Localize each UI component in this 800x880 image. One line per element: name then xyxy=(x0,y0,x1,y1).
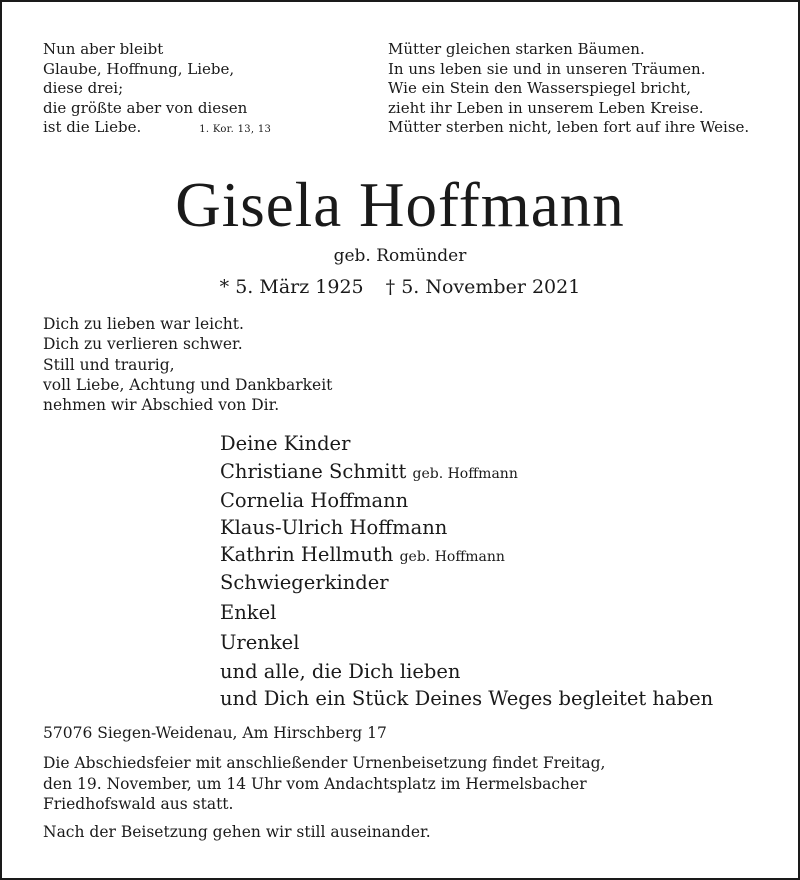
children-heading: Deine Kinder xyxy=(220,432,351,455)
life-dates xyxy=(2,274,798,300)
child-note: geb. Hoffmann xyxy=(399,549,505,565)
poem-line: Mütter gleichen starken Bäumen. xyxy=(388,40,645,58)
ceremony-info xyxy=(43,753,605,815)
ceremony-line: Friedhofswald aus statt. xyxy=(43,795,234,813)
bible-verse xyxy=(43,40,363,140)
farewell-line: voll Liebe, Achtung und Dankbarkeit xyxy=(43,375,333,394)
verse-line: Glaube, Hoffnung, Liebe, xyxy=(43,59,235,78)
all-mourners-line: und alle, die Dich lieben xyxy=(220,660,461,683)
all-mourners-line: und Dich ein Stück Deines Weges begleitet haben xyxy=(220,687,714,710)
mothers-poem xyxy=(388,40,788,138)
mourners-list xyxy=(220,430,713,712)
death-date: † 5. November 2021 xyxy=(385,276,581,298)
ceremony-line: Die Abschiedsfeier mit anschließender Urnenbeisetzung findet Freitag, xyxy=(43,754,606,772)
farewell-text xyxy=(43,314,332,415)
poem-line: Mütter sterben nicht, leben fort auf ihre Weise. xyxy=(388,118,750,136)
child-name: Christiane Schmitt xyxy=(220,460,407,483)
verse-line-last xyxy=(43,118,363,140)
verse-line: die größte aber von diesen xyxy=(43,98,248,117)
great-grandchildren: Urenkel xyxy=(220,631,300,654)
verse-line: diese drei; xyxy=(43,79,124,97)
child-entry xyxy=(220,457,713,487)
child-entry xyxy=(220,487,713,514)
child-note: geb. Hoffmann xyxy=(412,466,518,482)
child-entry xyxy=(220,514,713,541)
maiden-name: geb. Romünder xyxy=(333,246,467,266)
deceased-name: Gisela Hoffmann xyxy=(175,170,625,240)
verse-reference: 1. Kor. 13, 13 xyxy=(199,124,272,135)
verse-line-text: ist die Liebe. xyxy=(43,118,142,136)
birth-date: * 5. März 1925 xyxy=(219,276,364,298)
grandchildren: Enkel xyxy=(220,601,277,624)
poem-line: In uns leben sie und in unseren Träumen. xyxy=(388,59,706,78)
ceremony-line: den 19. November, um 14 Uhr vom Andachtsplatz im Hermelsbacher xyxy=(43,774,587,793)
family-address: 57076 Siegen-Weidenau, Am Hirschberg 17 xyxy=(43,724,387,742)
in-laws: Schwiegerkinder xyxy=(220,571,389,594)
child-entry xyxy=(220,541,713,568)
closing-note: Nach der Beisetzung gehen wir still auseinander. xyxy=(43,823,431,841)
child-name: Cornelia Hoffmann xyxy=(220,489,409,512)
poem-line: Wie ein Stein den Wasserspiegel bricht, xyxy=(388,79,691,97)
farewell-line: Dich zu verlieren schwer. xyxy=(43,335,243,354)
child-name: Kathrin Hellmuth xyxy=(220,543,394,566)
farewell-line: nehmen wir Abschied von Dir. xyxy=(43,396,280,415)
child-name: Klaus-Ulrich Hoffmann xyxy=(220,516,448,539)
farewell-line: Still und traurig, xyxy=(43,355,175,374)
poem-line: zieht ihr Leben in unserem Leben Kreise. xyxy=(388,98,704,117)
verse-line: Nun aber bleibt xyxy=(43,40,164,58)
farewell-line: Dich zu lieben war leicht. xyxy=(43,315,244,333)
